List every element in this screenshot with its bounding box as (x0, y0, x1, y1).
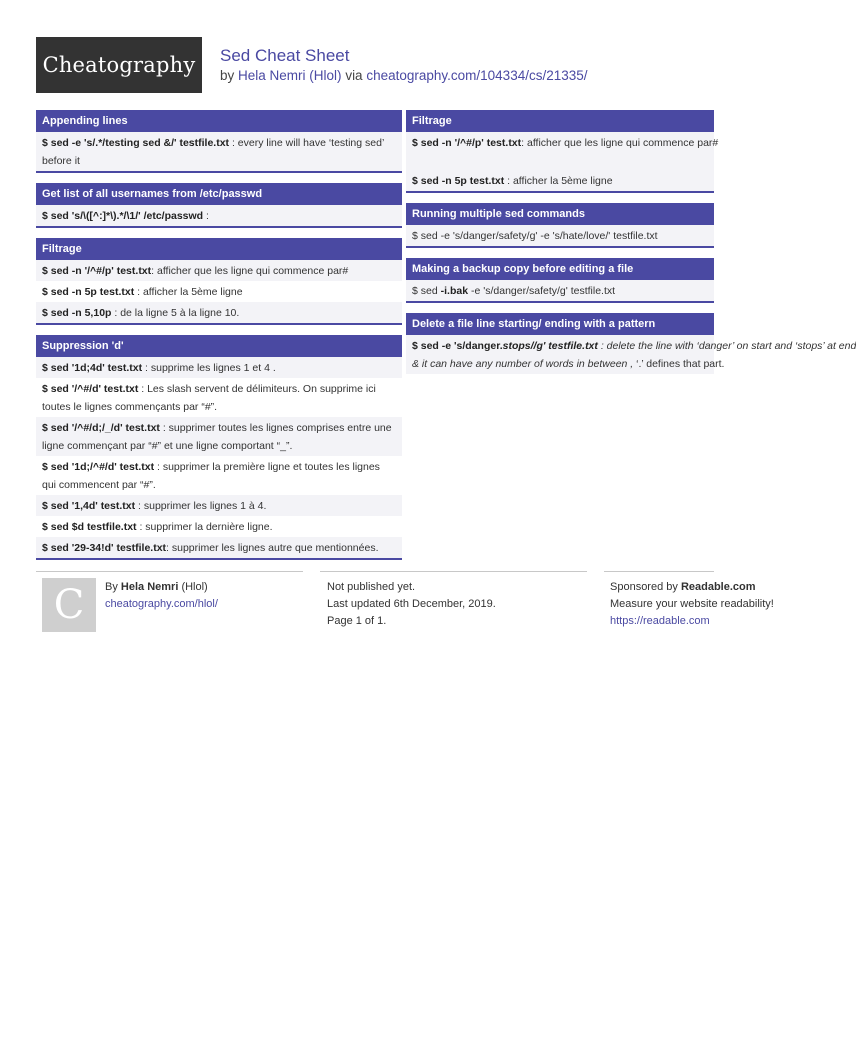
section-divider (406, 301, 714, 303)
author-profile-link[interactable]: cheatography.com/hlol/ (105, 598, 218, 610)
section-title: Making a backup copy before editing a file (406, 258, 714, 280)
byline-by: by (220, 68, 235, 83)
section-title: Suppression 'd' (36, 335, 402, 357)
list-item (36, 357, 402, 378)
list-item (36, 281, 402, 302)
description: : afficher que les ligne qui commence par# (151, 265, 349, 277)
list-item (36, 132, 402, 171)
list-item (36, 456, 402, 495)
section-divider (406, 246, 714, 248)
last-updated: Last updated 6th December, 2019. (327, 598, 496, 610)
list-item (406, 280, 714, 301)
page-number: Page 1 of 1. (327, 615, 387, 627)
section-appending-lines (36, 110, 402, 173)
page-title: Sed Cheat Sheet (220, 46, 350, 65)
footer-author-name: Hela Nemri (120, 581, 179, 593)
section-divider (406, 191, 714, 193)
section-divider (36, 323, 402, 325)
list-item (406, 132, 719, 170)
byline-via: via (345, 68, 363, 83)
command: $ sed -e 's/.*/testing sed &/' testfile.txt (42, 137, 230, 149)
section-delete-pattern (406, 313, 856, 374)
command: $ sed $d testfile.txt (42, 521, 137, 533)
list-item (36, 260, 402, 281)
section-title: Filtrage (406, 110, 714, 132)
command: $ sed -n '/^#/p' test.txt (412, 137, 522, 149)
sponsor-text: Measure your website readability! (610, 598, 774, 610)
command: $ sed -n '/^#/p' test.txt (42, 265, 152, 277)
description: : delete the line with ‘danger’ on start and ‘stops’ at end (597, 340, 856, 352)
command: $ sed '1d;/^#/d' test.txt (42, 461, 155, 473)
list-item (36, 378, 402, 417)
sponsor-name: Readable.com (680, 581, 756, 593)
footer-divider (320, 571, 587, 572)
description: : supprimer les lignes autre que mentionnées. (166, 542, 379, 554)
command-italic: stops (502, 340, 531, 352)
byline (220, 68, 588, 83)
command-flag: -i.bak (440, 285, 469, 297)
section-suppression (36, 335, 402, 560)
right-column (406, 110, 856, 384)
command: $ sed -e 's/danger. (412, 340, 503, 352)
left-column (36, 110, 402, 570)
cheatography-logo[interactable]: Cheatography (36, 37, 202, 93)
command: $ sed -n 5p test.txt (412, 175, 505, 187)
list-item (36, 205, 402, 226)
section-title: Filtrage (36, 238, 402, 260)
author-link[interactable]: Hela Nemri (Hlol) (238, 68, 342, 83)
section-divider (36, 226, 402, 228)
command: $ sed -e 's/danger/safety/g' -e 's/hate/love/' testfile.txt (412, 230, 658, 242)
list-item (406, 335, 856, 374)
command-end: //g' testfile.txt (530, 340, 598, 352)
description: : afficher la 5ème ligne (504, 175, 613, 187)
footer-author (105, 579, 218, 613)
footer-divider (36, 571, 303, 572)
command: $ sed '/^#/d' test.txt (42, 383, 139, 395)
footer-author-handle: (Hlol) (178, 581, 208, 593)
description: : supprimer toutes les lignes comprises entre une ligne commençant par “#” et une ligne comportant “_”. (42, 422, 392, 452)
command: $ sed '1,4d' test.txt (42, 500, 136, 512)
description: : every line will have ‘testing sed’ before it (42, 137, 384, 167)
command-prefix: $ sed (412, 285, 441, 297)
list-item (36, 516, 402, 537)
description: : supprimer la première ligne et toutes les lignes qui commencent par “#”. (42, 461, 380, 491)
sponsor-link[interactable]: https://readable.com (610, 615, 710, 627)
section-backup-copy (406, 258, 714, 303)
section-title: Appending lines (36, 110, 402, 132)
avatar[interactable]: C (42, 578, 96, 632)
description: : afficher la 5ème ligne (134, 286, 243, 298)
section-divider (36, 171, 402, 173)
list-item (406, 170, 714, 191)
command: $ sed -n 5p test.txt (42, 286, 135, 298)
command: $ sed '1d;4d' test.txt (42, 362, 143, 374)
section-title: Running multiple sed commands (406, 203, 714, 225)
description: : afficher que les ligne qui commence par# (521, 137, 719, 149)
list-item (36, 417, 402, 456)
command: $ sed 's/\([^:]*\).*/\1/' /etc/passwd (42, 210, 204, 222)
description: : de la ligne 5 à la ligne 10. (111, 307, 240, 319)
section-filtrage-right (406, 110, 719, 193)
sponsored-by: Sponsored by (610, 581, 681, 593)
section-multiple-commands (406, 203, 714, 248)
list-item (36, 495, 402, 516)
published-status: Not published yet. (327, 581, 416, 593)
section-usernames (36, 183, 402, 228)
list-item (36, 302, 402, 323)
list-item (36, 537, 402, 558)
footer-divider (604, 571, 714, 572)
description: : (203, 210, 209, 222)
description-italic: & it can have any number of words in between , (412, 358, 637, 370)
footer-by: By (105, 581, 121, 593)
section-title: Delete a file line starting/ ending with a pattern (406, 313, 714, 335)
command-rest: -e 's/danger/safety/g' testfile.txt (468, 285, 616, 297)
command: $ sed '/^#/d;/_/d' test.txt (42, 422, 160, 434)
description: : supprimer la dernière ligne. (136, 521, 273, 533)
description: : supprimer les lignes 1 à 4. (135, 500, 267, 512)
section-title: Get list of all usernames from /etc/passwd (36, 183, 402, 205)
section-divider (36, 558, 402, 560)
sheet-url-link[interactable]: cheatography.com/104334/cs/21335/ (366, 68, 588, 83)
description-rest: ‘.’ defines that part. (636, 358, 725, 370)
list-item (406, 225, 714, 246)
footer-sponsor (610, 579, 774, 630)
description: : supprime les lignes 1 et 4 . (142, 362, 276, 374)
footer-meta (327, 579, 496, 630)
description: : Les slash servent de délimiteurs. On supprime ici toutes le lignes commençants par “#”. (42, 383, 376, 413)
section-filtrage (36, 238, 402, 325)
command: $ sed '29-34!d' testfile.txt (42, 542, 167, 554)
command: $ sed -n 5,10p (42, 307, 112, 319)
